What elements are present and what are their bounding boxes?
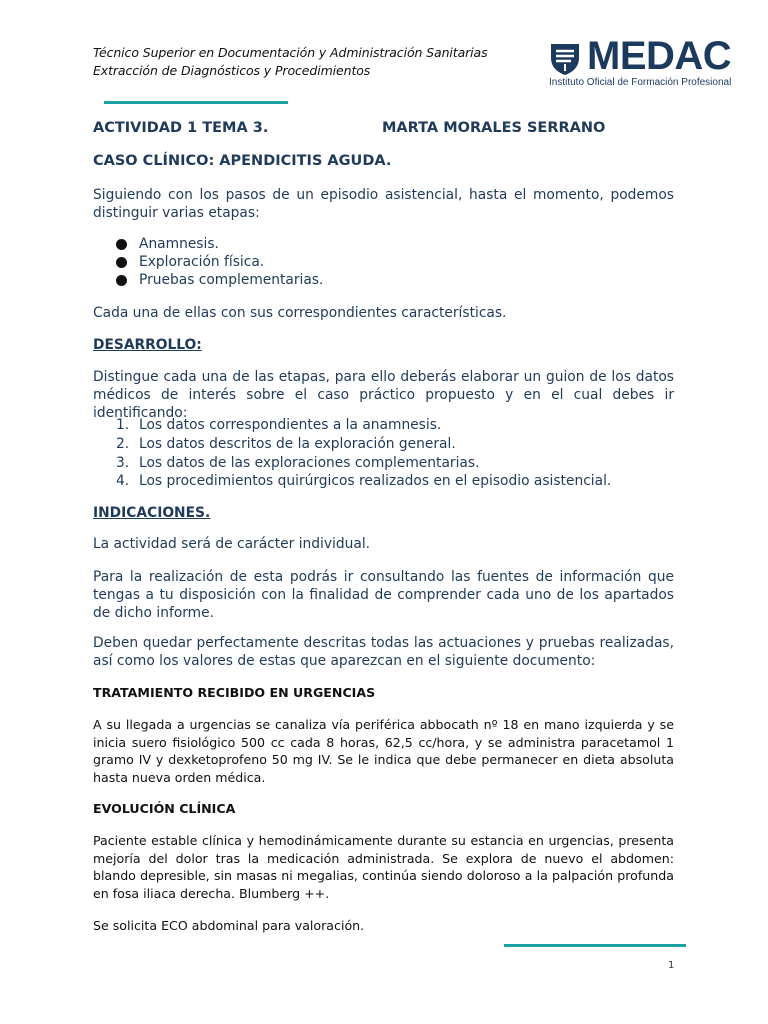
desarrollo-paragraph: Distingue cada una de las etapas, para ello deberás elaborar un guion de los datos médicos de interés sobre el caso práctico propuesto y en el cual debes ir identificando: bbox=[93, 369, 674, 421]
logo-wordmark: MEDAC bbox=[587, 34, 732, 78]
indicaciones-paragraph-1: La actividad será de carácter individual. bbox=[93, 536, 371, 552]
document-page: Técnico Superior en Documentación y Administración Sanitarias Extracción de Diagnósticos y Procedimientos MEDAC Instituto Oficial de Formación Profesional ACTIVIDAD 1 TEMA 3. MARTA MORALES SERRANO CASO CLÍNICO: APENDICITIS AGUDA. Siguiendo con los pasos de un episodio asistencial, hasta el momento, podemos distinguir varias etapas: Anamnesis. Exploración física. Pruebas complementarias. Cada una de ellas con sus correspondientes características. DESARROLLO: Distingue cada una de las etapas, para ello deberás elaborar un guion de los datos médicos de interés sobre el caso práctico propuesto y en el cual debes ir identificando: 1. Los datos correspondientes a la anamnesis. 2. Los datos descritos de la exploración general. 3. Los datos de las exploraciones complementarias. 4. Los procedimientos quirúrgicos realizados en el episodio asistencial. INDICACIONES. La actividad será de carácter individual. Para la realización de esta podrás ir consultando las fuentes de información que tengas a tu disposición con la finalidad de comprender cada uno de los apartados de dicho informe. Deben quedar perfectamente descritas todas las actuaciones y pruebas realizadas, así como los valores de estas que aparezcan en el siguiente documento: TRATAMIENTO RECIBIDO EN URGENCIAS A su llegada a urgencias se canaliza vía periférica abbocath nº 18 en mano izquierda y se inicia suero fisiológico 500 cc cada 8 horas, 62,5 cc/hora, y se administra paracetamol 1 gramo IV y dexketoprofeno 50 mg IV. Se le indica que debe permanecer en dieta absoluta hasta nueva orden médica. EVOLUCIÓN CLÍNICA Paciente estable clínica y hemodinámicamente durante su estancia en urgencias, presenta mejoría del dolor tras la medicación administrada. Se explora de nuevo el abdomen: blando depresible, sin masas ni megalias, continúa siendo doloroso a la palpación profunda en fosa iliaca derecha. Blumberg ++. Se solicita ECO abdominal para valoración. 1 bbox=[0, 0, 768, 1024]
intro-paragraph: Siguiendo con los pasos de un episodio asistencial, hasta el momento, podemos distinguir varias etapas: bbox=[93, 187, 674, 221]
bullet-icon bbox=[116, 275, 127, 286]
author-name: MARTA MORALES SERRANO bbox=[382, 120, 606, 136]
tratamiento-heading: TRATAMIENTO RECIBIDO EN URGENCIAS bbox=[93, 685, 376, 700]
list-item: 3. Los datos de las exploraciones complementarias. bbox=[116, 455, 480, 471]
indicaciones-paragraph-2: Para la realización de esta podrás ir consultando las fuentes de información que tengas a tu disposición con la finalidad de comprender cada uno de los apartados de dicho informe. bbox=[93, 569, 674, 621]
tratamiento-paragraph: A su llegada a urgencias se canaliza vía periférica abbocath nº 18 en mano izquierda y se inicia suero fisiológico 500 cc cada 8 horas, 62,5 cc/hora, y se administra paracetamol 1 gramo IV y dexketoprofeno 50 mg IV. Se le indica que debe permanecer en dieta absoluta hasta nueva orden médica. bbox=[93, 717, 674, 785]
evolucion-paragraph: Paciente estable clínica y hemodinámicamente durante su estancia en urgencias, presenta mejoría del dolor tras la medicación administrada. Se explora de nuevo el abdomen: blando depresible, sin masas ni megalias, continúa siendo doloroso a la palpación profunda en fosa iliaca derecha. Blumberg ++. bbox=[93, 833, 674, 901]
case-title: CASO CLÍNICO: APENDICITIS AGUDA. bbox=[93, 153, 392, 169]
stages-note: Cada una de ellas con sus correspondientes características. bbox=[93, 305, 507, 321]
list-item: 4. Los procedimientos quirúrgicos realizados en el episodio asistencial. bbox=[116, 473, 612, 489]
indicaciones-paragraph-3: Deben quedar perfectamente descritas todas las actuaciones y pruebas realizadas, así como los valores de estas que aparezcan en el siguiente documento: bbox=[93, 635, 674, 669]
bullet-icon bbox=[116, 257, 127, 268]
bullet-icon bbox=[116, 239, 127, 250]
header-module-title: Extracción de Diagnósticos y Procedimientos bbox=[93, 63, 371, 78]
indicaciones-heading: INDICACIONES. bbox=[93, 505, 211, 521]
medac-logo bbox=[549, 34, 744, 92]
header-accent-rule bbox=[104, 101, 288, 104]
footer-accent-rule bbox=[504, 944, 686, 947]
activity-title: ACTIVIDAD 1 TEMA 3. bbox=[93, 120, 269, 136]
page-number: 1 bbox=[668, 960, 675, 971]
list-item: 2. Los datos descritos de la exploración general. bbox=[116, 436, 456, 452]
desarrollo-heading: DESARROLLO: bbox=[93, 337, 202, 353]
medac-shield-icon bbox=[549, 42, 581, 76]
evolucion-heading: EVOLUCIÓN CLÍNICA bbox=[93, 801, 236, 816]
list-item: 1. Los datos correspondientes a la anamnesis. bbox=[116, 417, 442, 433]
header-course-title: Técnico Superior en Documentación y Administración Sanitarias bbox=[93, 45, 488, 60]
logo-subtitle: Instituto Oficial de Formación Profesional bbox=[549, 77, 732, 88]
eco-request: Se solicita ECO abdominal para valoración. bbox=[93, 918, 365, 933]
